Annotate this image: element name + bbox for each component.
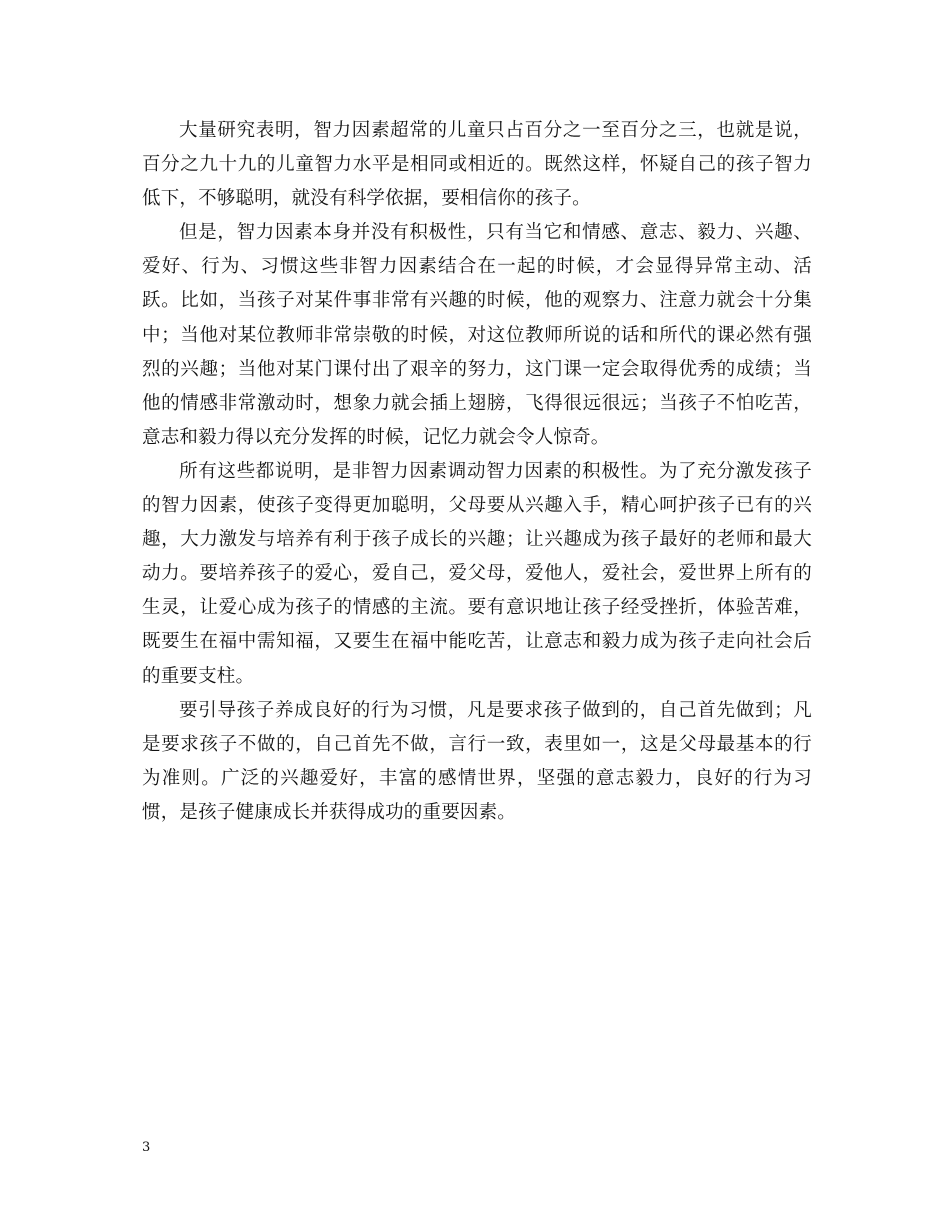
paragraph-2: 但是，智力因素本身并没有积极性，只有当它和情感、意志、毅力、兴趣、爱好、行为、习惯这些非智力因素结合在一起的时候，才会显得异常主动、活跃。比如，当孩子对某件事非常有兴趣的时候，他的观察力、注意力就会十分集中；当他对某位教师非常崇敬的时候，对这位教师所说的话和所代的课必然有强烈的兴趣；当他对某门课付出了艰辛的努力，这门课一定会取得优秀的成绩；当他的情感非常激动时，想象力就会插上翅膀，飞得很远很远；当孩子不怕吃苦，意志和毅力得以充分发挥的时候，记忆力就会令人惊奇。 [142, 222, 812, 448]
paragraph-3: 所有这些都说明，是非智力因素调动智力因素的积极性。为了充分激发孩子的智力因素，使孩子变得更加聪明，父母要从兴趣入手，精心呵护孩子已有的兴趣，大力激发与培养有利于孩子成长的兴趣；让兴趣成为孩子最好的老师和最大动力。要培养孩子的爱心，爱自己，爱父母，爱他人，爱社会，爱世界上所有的生灵，让爱心成为孩子的情感的主流。要有意识地让孩子经受挫折，体验苦难，既要生在福中需知福，又要生在福中能吃苦，让意志和毅力成为孩子走向社会后的重要支柱。 [142, 460, 812, 687]
page-number: 3 [142, 1140, 151, 1155]
body-text [142, 114, 812, 830]
paragraph-4: 要引导孩子养成良好的行为习惯，凡是要求孩子做到的，自己首先做到；凡是要求孩子不做的，自己首先不做，言行一致，表里如一，这是父母最基本的行为准则。广泛的兴趣爱好，丰富的感情世界，坚强的意志毅力，良好的行为习惯，是孩子健康成长并获得成功的重要因素。 [142, 699, 812, 823]
paragraph-1: 大量研究表明，智力因素超常的儿童只占百分之一至百分之三，也就是说，百分之九十九的儿童智力水平是相同或相近的。既然这样，怀疑自己的孩子智力低下，不够聪明，就没有科学依据，要相信你的孩子。 [142, 120, 812, 210]
